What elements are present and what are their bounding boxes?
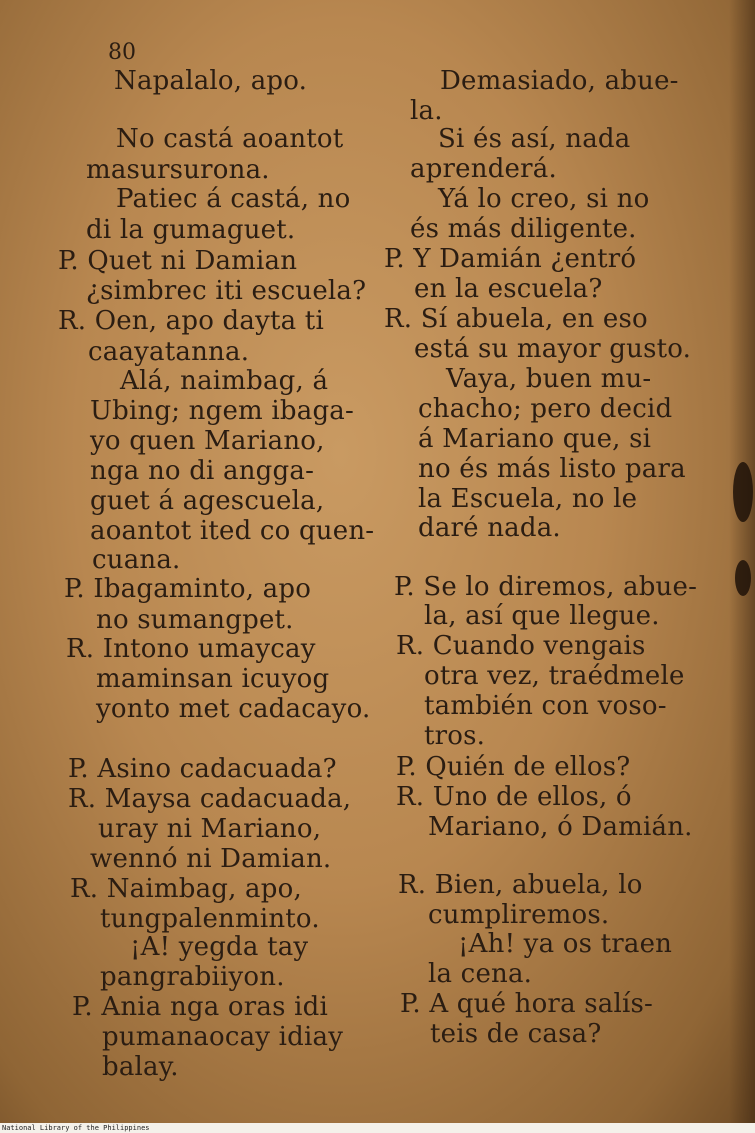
right-line: cumpliremos. [428, 900, 610, 930]
right-line: P. Y Damián ¿entró [384, 244, 637, 274]
right-line: Demasiado, abue- [440, 66, 679, 96]
right-line: Si és así, nada [438, 124, 631, 154]
left-line: pumanaocay idiay [102, 1022, 344, 1052]
left-line: wennó ni Damian. [90, 844, 332, 874]
right-line: R. Uno de ellos, ó [396, 782, 632, 812]
left-line: uray ni Mariano, [98, 814, 322, 844]
right-line: está su mayor gusto. [414, 334, 692, 364]
right-line: P. Quién de ellos? [396, 752, 631, 782]
right-line: R. Sí abuela, en eso [384, 304, 648, 334]
left-line: R. Maysa cadacuada, [68, 784, 352, 814]
left-line: yonto met cadacayo. [96, 694, 371, 724]
ink-stain [735, 560, 751, 596]
right-line: otra vez, traédmele [424, 661, 685, 691]
left-line: R. Intono umaycay [66, 634, 316, 664]
left-line: R. Oen, apo dayta ti [58, 306, 324, 336]
left-line: yo quen Mariano, [90, 426, 325, 456]
right-line: tros. [424, 721, 486, 751]
right-line: la. [410, 96, 443, 126]
right-line: en la escuela? [414, 274, 603, 304]
left-line: balay. [102, 1052, 179, 1082]
left-line: Ubing; ngem ibaga- [90, 396, 354, 426]
left-line: Patiec á castá, no [116, 184, 351, 214]
left-line: aoantot ited co quen- [90, 516, 375, 546]
right-line: ¡Ah! ya os traen [458, 929, 673, 959]
left-line: Napalalo, apo. [114, 66, 308, 96]
left-line: ¿simbrec iti escuela? [86, 276, 367, 306]
right-line: á Mariano que, si [418, 424, 652, 454]
left-line: guet á agescuela, [90, 486, 325, 516]
right-line: és más diligente. [410, 214, 637, 244]
right-line: daré nada. [418, 513, 561, 543]
right-line: aprenderá. [410, 154, 557, 184]
right-line: P. A qué hora salís- [400, 989, 654, 1019]
left-line: maminsan icuyog [96, 664, 330, 694]
left-line: P. Asino cadacuada? [68, 754, 337, 784]
right-line: R. Bien, abuela, lo [398, 870, 643, 900]
right-line: no és más listo para [418, 454, 686, 484]
right-line: la, así que llegue. [424, 601, 660, 631]
ink-stain [733, 462, 753, 522]
right-line: la cena. [428, 959, 533, 989]
left-line: P. Ibagaminto, apo [64, 574, 312, 604]
left-line: No castá aoantot [116, 124, 344, 154]
left-line: Alá, naimbag, á [120, 366, 329, 396]
left-line: pangrabiiyon. [100, 962, 285, 992]
left-line: P. Quet ni Damian [58, 246, 298, 276]
footer-credit: National Library of the Philippines [0, 1123, 755, 1133]
left-line: cuana. [92, 545, 181, 575]
left-line: masursurona. [86, 155, 270, 185]
left-line: no sumangpet. [96, 605, 294, 635]
left-line: R. Naimbag, apo, [70, 874, 302, 904]
right-line: Yá lo creo, si no [438, 184, 650, 214]
right-line: Mariano, ó Damián. [428, 812, 693, 842]
right-line: la Escuela, no le [418, 484, 638, 514]
right-line: Vaya, buen mu- [446, 364, 652, 394]
right-line: teis de casa? [430, 1019, 602, 1049]
right-line: P. Se lo diremos, abue- [394, 572, 698, 602]
left-line: di la gumaguet. [86, 215, 296, 245]
left-line: ¡A! yegda tay [130, 932, 309, 962]
page-number: 80 [108, 40, 136, 65]
left-line: caayatanna. [88, 337, 250, 367]
right-line: R. Cuando vengais [396, 631, 646, 661]
right-line: también con voso- [424, 691, 667, 721]
left-line: tungpalenminto. [100, 904, 320, 934]
left-line: nga no di angga- [90, 456, 315, 486]
left-line: P. Ania nga oras idi [72, 992, 328, 1022]
right-line: chacho; pero decid [418, 394, 673, 424]
